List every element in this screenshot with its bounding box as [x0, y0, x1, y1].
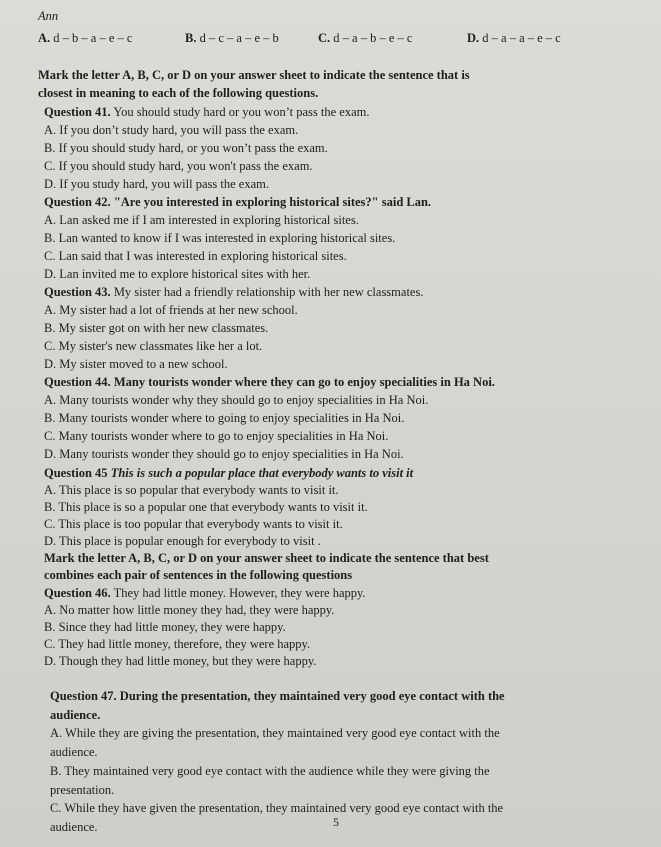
- q43-option-d: D. My sister moved to a new school.: [44, 357, 228, 371]
- answer-option-d: D. d – a – a – e – c: [467, 31, 561, 45]
- q45-option-c: C. This place is too popular that everybody wants to visit it.: [44, 517, 343, 531]
- q43-option-a: A. My sister had a lot of friends at her new school.: [44, 303, 298, 317]
- q46-option-a: A. No matter how little money they had, they were happy.: [44, 603, 335, 617]
- answer-option-a: A. d – b – a – e – c: [38, 31, 133, 45]
- q45-option-d: D. This place is popular enough for everybody to visit .: [44, 534, 321, 548]
- q47-option-a-cont: audience.: [50, 745, 98, 759]
- q43-option-b: B. My sister got on with her new classmates.: [44, 321, 269, 335]
- q45-option-a: A. This place is so popular that everybody wants to visit it.: [44, 483, 339, 497]
- q46-option-c: C. They had little money, therefore, they were happy.: [44, 637, 311, 651]
- page-number: 5: [333, 815, 339, 829]
- section-instruction-line1: Mark the letter A, B, C, or D on your answer sheet to indicate the sentence that is: [38, 68, 470, 82]
- q47-option-a: A. While they are giving the presentation, they maintained very good eye contact with the: [50, 726, 500, 740]
- q44-option-a: A. Many tourists wonder why they should go to enjoy specialities in Ha Noi.: [44, 393, 429, 407]
- q47-option-b-cont: presentation.: [50, 783, 115, 797]
- q47-option-c-cont: audience.: [50, 820, 98, 834]
- q41-option-a: A. If you don’t study hard, you will pass the exam.: [44, 123, 299, 137]
- question-47: Question 47. During the presentation, they maintained very good eye contact with the: [50, 689, 505, 703]
- header-fragment: Ann: [38, 9, 59, 23]
- q42-option-d: D. Lan invited me to explore historical sites with her.: [44, 267, 311, 281]
- q44-option-c: C. Many tourists wonder where to go to enjoy specialities in Ha Noi.: [44, 429, 389, 443]
- q42-option-a: A. Lan asked me if I am interested in exploring historical sites.: [44, 213, 359, 227]
- question-42: Question 42. "Are you interested in exploring historical sites?" said Lan.: [44, 195, 432, 209]
- q47-option-b: B. They maintained very good eye contact with the audience while they were giving the: [50, 764, 490, 778]
- q41-option-b: B. If you should study hard, or you won’t pass the exam.: [44, 141, 328, 155]
- q45-option-b: B. This place is so a popular one that everybody wants to visit it.: [44, 500, 368, 514]
- q42-option-c: C. Lan said that I was interested in exploring historical sites.: [44, 249, 347, 263]
- answer-option-b: B. d – c – a – e – b: [185, 31, 279, 45]
- q43-option-c: C. My sister's new classmates like her a lot.: [44, 339, 263, 353]
- section-instruction-2-line1: Mark the letter A, B, C, or D on your answer sheet to indicate the sentence that best: [44, 551, 489, 565]
- answer-option-c: C. d – a – b – e – c: [318, 31, 413, 45]
- q46-option-d: D. Though they had little money, but they were happy.: [44, 654, 317, 668]
- q41-option-c: C. If you should study hard, you won't pass the exam.: [44, 159, 313, 173]
- q42-option-b: B. Lan wanted to know if I was interested in exploring historical sites.: [44, 231, 396, 245]
- q46-option-b: B. Since they had little money, they were happy.: [44, 620, 286, 634]
- q44-option-b: B. Many tourists wonder where to going to enjoy specialities in Ha Noi.: [44, 411, 405, 425]
- question-43: Question 43. My sister had a friendly relationship with her new classmates.: [44, 285, 424, 299]
- section-instruction-2-line2: combines each pair of sentences in the following questions: [44, 568, 353, 582]
- question-44: Question 44. Many tourists wonder where they can go to enjoy specialities in Ha Noi.: [44, 375, 495, 389]
- section-instruction-line2: closest in meaning to each of the following questions.: [38, 86, 319, 100]
- q47-option-c: C. While they have given the presentation, they maintained very good eye contact with the: [50, 801, 504, 815]
- question-46: Question 46. They had little money. However, they were happy.: [44, 586, 366, 600]
- q41-option-d: D. If you study hard, you will pass the exam.: [44, 177, 269, 191]
- q44-option-d: D. Many tourists wonder they should go to enjoy specialities in Ha Noi.: [44, 447, 404, 461]
- question-47-cont: audience.: [50, 708, 101, 722]
- question-41: Question 41. You should study hard or you won’t pass the exam.: [44, 105, 370, 119]
- question-45: Question 45 This is such a popular place that everybody wants to visit it: [44, 466, 414, 480]
